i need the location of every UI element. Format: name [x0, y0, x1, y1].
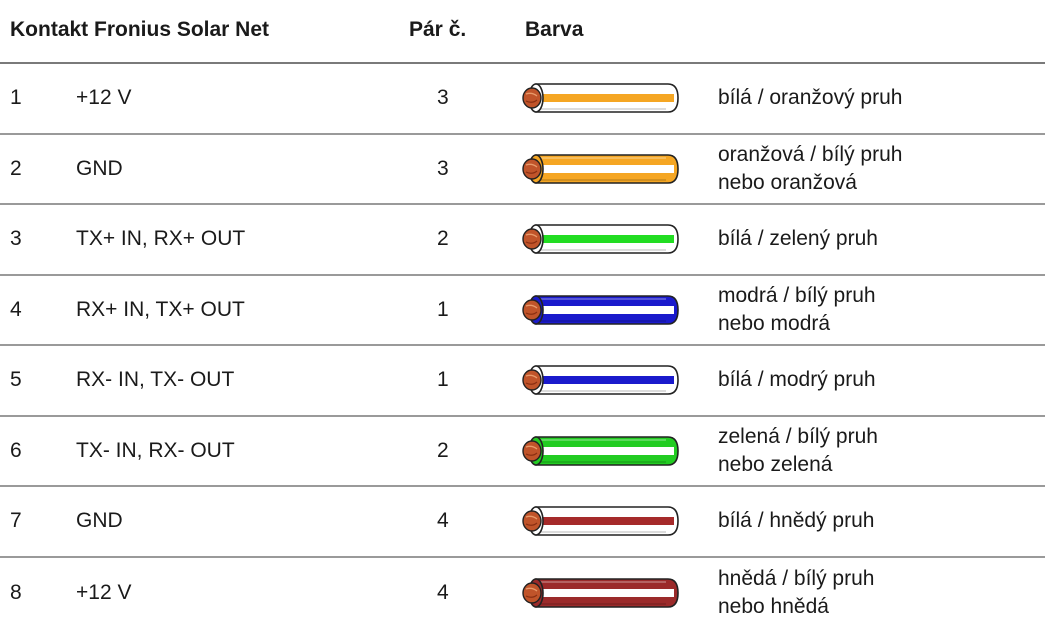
pair-number: 4 [437, 509, 449, 533]
contact-number: 2 [10, 157, 22, 181]
contact-signal: GND [76, 509, 123, 533]
pair-number: 1 [437, 298, 449, 322]
contact-number: 8 [10, 581, 22, 605]
contact-number: 3 [10, 227, 22, 251]
table-header [0, 0, 1045, 64]
contact-number: 5 [10, 368, 22, 392]
color-description [718, 141, 902, 197]
color-description-line: hnědá / bílý pruh [718, 565, 874, 593]
color-description [718, 565, 874, 621]
wire-icon [516, 362, 682, 398]
contact-number: 7 [10, 509, 22, 533]
contact-signal: +12 V [76, 581, 131, 605]
color-description-line: bílá / oranžový pruh [718, 84, 902, 112]
color-description-line: bílá / hnědý pruh [718, 507, 874, 535]
color-description-line: zelená / bílý pruh [718, 423, 878, 451]
table-row [0, 276, 1045, 347]
pair-number: 3 [437, 157, 449, 181]
color-description [718, 423, 878, 479]
pair-number: 3 [437, 86, 449, 110]
wire-icon [516, 80, 682, 116]
color-description-line: bílá / modrý pruh [718, 366, 876, 394]
contact-signal: GND [76, 157, 123, 181]
pair-number: 2 [437, 227, 449, 251]
pair-number: 4 [437, 581, 449, 605]
table-row [0, 205, 1045, 276]
table-row [0, 558, 1045, 628]
wire-icon [516, 575, 682, 611]
contact-signal: TX+ IN, RX+ OUT [76, 227, 245, 251]
wire-icon [516, 151, 682, 187]
table-row [0, 64, 1045, 135]
color-description [718, 366, 876, 394]
contact-number: 6 [10, 439, 22, 463]
contact-number: 4 [10, 298, 22, 322]
table-row [0, 346, 1045, 417]
table-body [0, 64, 1045, 628]
contact-signal: RX+ IN, TX+ OUT [76, 298, 245, 322]
contact-number: 1 [10, 86, 22, 110]
table-row [0, 487, 1045, 558]
color-description [718, 507, 874, 535]
color-description [718, 84, 902, 112]
color-description [718, 282, 876, 338]
color-description-line: nebo zelená [718, 451, 878, 479]
color-description-line: nebo hnědá [718, 593, 874, 621]
color-description-line: bílá / zelený pruh [718, 225, 878, 253]
color-description-line: oranžová / bílý pruh [718, 141, 902, 169]
pair-number: 1 [437, 368, 449, 392]
color-description-line: modrá / bílý pruh [718, 282, 876, 310]
header-color: Barva [525, 18, 583, 42]
header-contact: Kontakt Fronius Solar Net [10, 18, 269, 42]
pair-number: 2 [437, 439, 449, 463]
contact-signal: TX- IN, RX- OUT [76, 439, 235, 463]
contact-signal: +12 V [76, 86, 131, 110]
wire-icon [516, 221, 682, 257]
wire-icon [516, 503, 682, 539]
color-description-line: nebo oranžová [718, 169, 902, 197]
contact-signal: RX- IN, TX- OUT [76, 368, 234, 392]
table-row [0, 417, 1045, 488]
color-description-line: nebo modrá [718, 310, 876, 338]
table-row [0, 135, 1045, 206]
wire-icon [516, 433, 682, 469]
color-description [718, 225, 878, 253]
wire-icon [516, 292, 682, 328]
header-pair: Pár č. [409, 18, 466, 42]
